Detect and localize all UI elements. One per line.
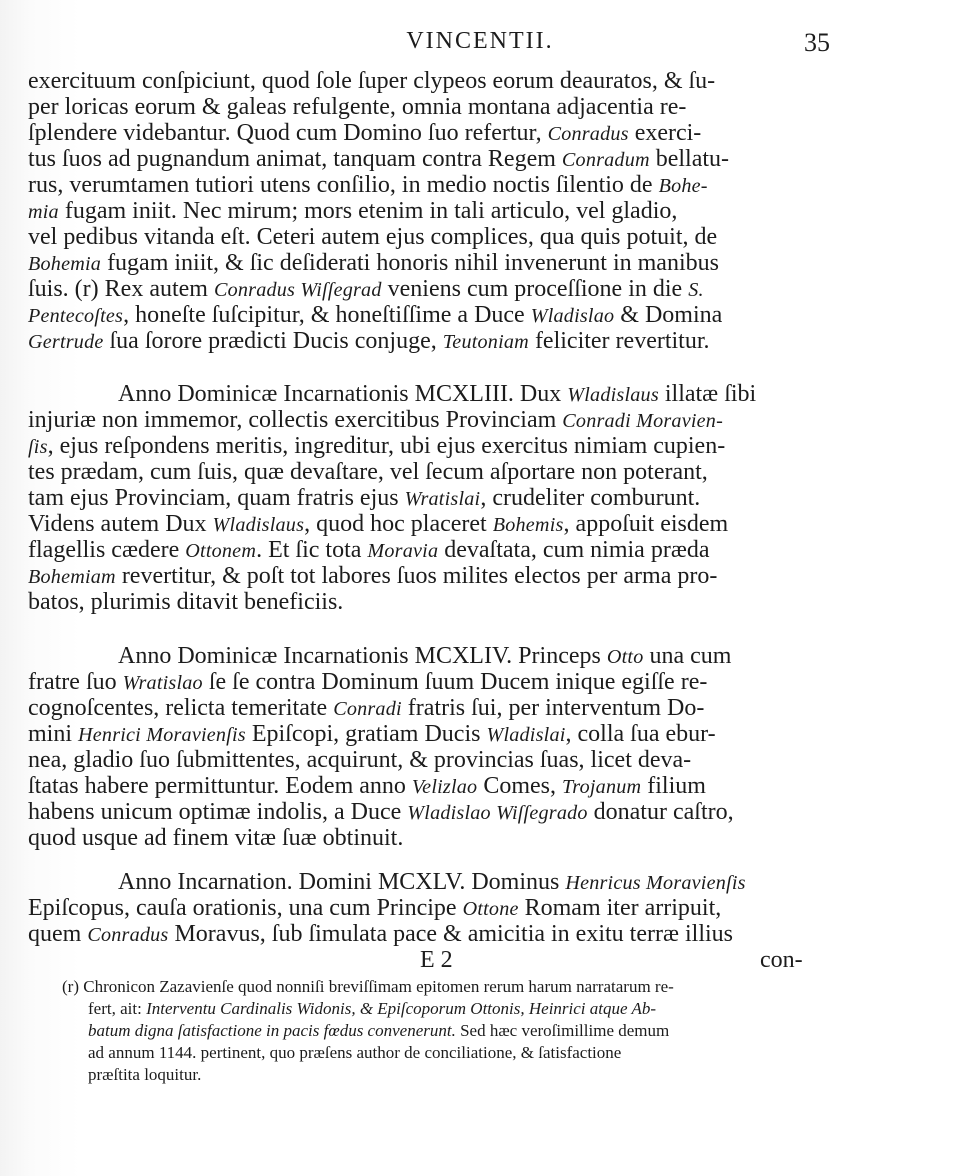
text-line: Pentecoſtes, honeſte ſuſcipitur, & honeſtiſſime a Duce Wladislao & Domina <box>28 302 723 328</box>
text-line: Anno Incarnation. Domini MCXLV. Dominus Henricus Moravienſis <box>118 869 746 895</box>
text-line: ſtatas habere permittuntur. Eodem anno Velizlao Comes, Trojanum filium <box>28 773 706 799</box>
text-line: ſis, ejus reſpondens meritis, ingreditur, ubi ejus exercitus nimiam cupien- <box>28 433 726 459</box>
text-line: quem Conradus Moravus, ſub ſimulata pace & amicitia in exitu terræ illius <box>28 921 733 947</box>
text-line: nea, gladio ſuo ſubmittentes, acquirunt, & provincias ſuas, licet deva- <box>28 747 692 773</box>
text-line: mini Henrici Moravienſis Epiſcopi, gratiam Ducis Wladislai, colla ſua ebur- <box>28 721 716 747</box>
text-line: exercituum conſpiciunt, quod ſole ſuper clypeos eorum deauratos, & ſu- <box>28 68 716 94</box>
text-line: tes prædam, cum ſuis, quæ devaſtare, vel ſecum aſportare non poterant, <box>28 459 708 485</box>
text-line: Gertrude ſua ſorore prædicti Ducis conjuge, Teutoniam feliciter revertitur. <box>28 328 710 354</box>
signature-mark: E 2 <box>420 947 453 973</box>
text-line: ſuis. (r) Rex autem Conradus Wiſſegrad veniens cum proceſſione in die S. <box>28 276 704 302</box>
text-line: Anno Dominicæ Incarnationis MCXLIV. Princeps Otto una cum <box>118 643 732 669</box>
text-line: cognoſcentes, relicta temeritate Conradi fratris ſui, per interventum Do- <box>28 695 705 721</box>
footnote-line: fert, ait: Interventu Cardinalis Widonis, & Epiſcoporum Ottonis, Heinrici atque Ab- <box>88 999 657 1018</box>
text-line: vel pedibus vitanda eſt. Ceteri autem ejus complices, qua quis potuit, de <box>28 224 718 250</box>
text-line: Bohemia fugam iniit, & ſic deſiderati honoris nihil invenerunt in manibus <box>28 250 719 276</box>
text-line: batos, plurimis ditavit beneficiis. <box>28 589 344 615</box>
text-line: Bohemiam revertitur, & poſt tot labores ſuos milites electos per arma pro- <box>28 563 718 589</box>
text-line: per loricas eorum & galeas refulgente, omnia montana adjacentia re- <box>28 94 687 120</box>
text-line: quod usque ad finem vitæ ſuæ obtinuit. <box>28 825 404 851</box>
text-line: Videns autem Dux Wladislaus, quod hoc placeret Bohemis, appoſuit eisdem <box>28 511 729 537</box>
text-line: Anno Dominicæ Incarnationis MCXLIII. Dux Wladislaus illatæ ſibi <box>118 381 757 407</box>
text-line: injuriæ non immemor, collectis exercitibus Provinciam Conradi Moravien- <box>28 407 723 433</box>
text-line: ſplendere videbantur. Quod cum Domino ſuo refertur, Conradus exerci- <box>28 120 702 146</box>
footnote-line: (r) Chronicon Zazavienſe quod nonniſi breviſſimam epitomen rerum harum narratarum re- <box>62 977 674 996</box>
text-line: rus, verumtamen tutiori utens conſilio, in medio noctis ſilentio de Bohe- <box>28 172 708 198</box>
catchword: con- <box>760 947 803 973</box>
footnote-line: batum digna ſatisfactione in pacis fœdus convenerunt. Sed hæc veroſimillime demum <box>88 1021 670 1040</box>
text-line: tus ſuos ad pugnandum animat, tanquam contra Regem Conradum bellatu- <box>28 146 730 172</box>
text-line: habens unicum optimæ indolis, a Duce Wladislao Wiſſegrado donatur caſtro, <box>28 799 734 825</box>
footnote-line: ad annum 1144. pertinent, quo præſens author de conciliatione, & ſatisfactione <box>88 1043 622 1062</box>
text-line: fratre ſuo Wratislao ſe ſe contra Dominum ſuum Ducem inique egiſſe re- <box>28 669 708 695</box>
text-line: mia fugam iniit. Nec mirum; mors etenim in tali articulo, vel gladio, <box>28 198 678 224</box>
footnote-line: præſtita loquitur. <box>88 1065 202 1084</box>
running-title: VINCENTII. <box>406 28 554 54</box>
text-line: tam ejus Provinciam, quam fratris ejus Wratislai, crudeliter comburunt. <box>28 485 701 511</box>
text-line: Epiſcopus, cauſa orationis, una cum Principe Ottone Romam iter arripuit, <box>28 895 722 921</box>
text-line: flagellis cædere Ottonem. Et ſic tota Moravia devaſtata, cum nimia præda <box>28 537 710 563</box>
page-number: 35 <box>804 28 830 57</box>
